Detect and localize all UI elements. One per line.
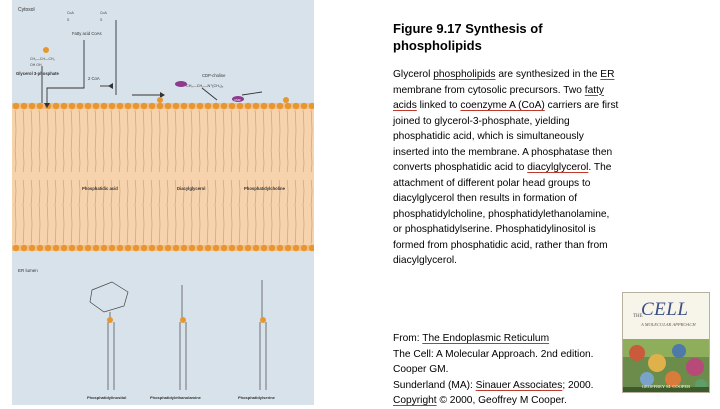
svg-text:CH₂—CH—CH₂: CH₂—CH—CH₂ <box>30 57 55 61</box>
svg-text:OH OH: OH OH <box>30 63 42 67</box>
lipid-head <box>229 245 235 251</box>
lipid-head <box>157 103 163 109</box>
lipid-head <box>189 245 195 251</box>
citation-line <box>393 362 623 378</box>
inline-link[interactable]: The Endoplasmic Reticulum <box>422 333 550 344</box>
lipid-head <box>29 245 35 251</box>
lipid-head <box>117 103 123 109</box>
lipid-head <box>165 103 171 109</box>
book-cover-image <box>622 292 710 393</box>
er-lumen-label: ER lumen <box>18 268 38 273</box>
lipid-head <box>53 245 59 251</box>
lipid-head <box>29 103 35 109</box>
lipid-head <box>173 103 179 109</box>
inline-link[interactable]: Copyright <box>393 395 437 406</box>
lipid-head <box>141 245 147 251</box>
lipid-head <box>53 103 59 109</box>
text-run: The Cell: A Molecular Approach. 2nd edition. <box>393 348 594 360</box>
text-run: membrane from cytosolic precursors. Two <box>393 84 585 96</box>
inline-link[interactable]: Sinauer Associates <box>475 379 563 391</box>
lipid-head <box>205 103 211 109</box>
lipid-head <box>197 245 203 251</box>
inline-link[interactable]: coenzyme A (CoA) <box>460 100 545 111</box>
lipid-head <box>69 245 75 251</box>
lipid-head <box>277 103 283 109</box>
cytosol-label: Cytosol <box>18 7 35 13</box>
text-run: . The attachment of different polar head groups to diacylglycerol then results in formation of phosphatidylcholine, phosphatidylethanolamine, or phosphatidylserine. Phosphatidylinositol is formed from phosphatidic acid, rather than from diacylglycerol. <box>393 162 612 266</box>
lipid-head <box>37 103 43 109</box>
lipid-head <box>13 103 19 109</box>
lipid-head <box>285 245 291 251</box>
citation-line <box>393 378 623 394</box>
lipid-head <box>21 103 27 109</box>
svg-text:S: S <box>67 18 70 22</box>
lipid-head <box>237 245 243 251</box>
lipid-head <box>213 245 219 251</box>
lipid-head <box>277 245 283 251</box>
lipid-head <box>269 103 275 109</box>
choline-formula: CH₂—CH₂—N⁺(CH₃)₃ <box>186 84 224 88</box>
citation-block <box>393 331 623 409</box>
lipid-head <box>21 245 27 251</box>
lipid-head <box>261 245 267 251</box>
inline-link[interactable]: phospholipids <box>433 69 496 80</box>
lipid-head <box>245 103 251 109</box>
lipid-head <box>149 103 155 109</box>
book-title: CELL <box>641 299 689 320</box>
lumen-product-label: Phosphatidylinositol <box>87 395 127 400</box>
lipid-head <box>109 103 115 109</box>
text-run: Glycerol <box>393 69 434 80</box>
product-label: Phosphatidic acid <box>82 186 118 191</box>
lipid-head <box>213 103 219 109</box>
book-author: GEOFFREY M. COOPER <box>641 384 691 389</box>
lipid-head <box>301 245 307 251</box>
lipid-head <box>61 245 67 251</box>
lipid-head <box>301 103 307 109</box>
description-panel <box>393 20 621 269</box>
lipid-head <box>85 245 91 251</box>
lipid-head <box>125 245 131 251</box>
lipid-head <box>165 245 171 251</box>
lipid-head <box>285 103 291 109</box>
g3p-label: Glycerol 3-phosphate <box>16 71 59 76</box>
text-run: linked to <box>416 100 461 111</box>
lipid-head <box>117 245 123 251</box>
lipid-head <box>237 103 243 109</box>
lipid-head <box>61 103 67 109</box>
lipid-head <box>229 103 235 109</box>
cdp-badge <box>175 81 187 87</box>
lipid-head <box>293 245 299 251</box>
lumen-product-label: Phosphatidylserine <box>238 395 275 400</box>
lipid-head <box>125 103 131 109</box>
text-run: © 2000, Geoffrey M Cooper. <box>436 395 567 406</box>
text-run: ; 2000. <box>562 379 594 391</box>
lipid-head <box>101 245 107 251</box>
lipid-head <box>253 245 259 251</box>
lipid-head <box>189 103 195 109</box>
lipid-head <box>69 103 75 109</box>
lumen-product-label: Phosphatidylethanolamine <box>150 395 201 400</box>
lipid-head <box>293 103 299 109</box>
book-the: THE <box>633 314 643 319</box>
lipid-head <box>181 245 187 251</box>
text-run: From: <box>393 333 423 344</box>
book-subtitle: A MOLECULAR APPROACH <box>641 322 696 327</box>
coa-label: 2 CoA <box>88 76 100 81</box>
lipid-head <box>13 245 19 251</box>
citation-line <box>393 347 623 363</box>
figure-description <box>393 67 621 269</box>
lipid-head <box>221 245 227 251</box>
inline-link[interactable]: diacylglycerol <box>527 162 589 173</box>
lipid-head <box>77 245 83 251</box>
text-run: Sunderland (MA): <box>393 379 476 391</box>
lipid-head <box>261 103 267 109</box>
lipid-head <box>149 245 155 251</box>
lipid-head <box>157 245 163 251</box>
product-label: Phosphatidylcholine <box>244 186 285 191</box>
lipid-head <box>109 245 115 251</box>
text-run: carriers are first joined to glycerol-3-phosphate, yielding phosphatidic acid, which is simultaneously inserted into the membrane. A phosphatase then converts phosphatidic acid to <box>393 100 619 173</box>
inline-link[interactable]: fatty acids <box>393 84 605 111</box>
lipid-head <box>77 103 83 109</box>
lipid-head <box>181 103 187 109</box>
lipid-head <box>133 245 139 251</box>
cmp-text: CMP <box>234 98 241 102</box>
fatty-acids-label: Fatty acid CoAs <box>72 31 102 36</box>
lipid-head <box>37 245 43 251</box>
svg-text:CoA: CoA <box>67 11 74 15</box>
svg-text:S: S <box>100 18 103 22</box>
lipid-head <box>253 103 259 109</box>
citation-line <box>393 331 623 347</box>
lipid-head <box>197 103 203 109</box>
phospholipid-synthesis-figure <box>12 0 314 405</box>
lipid-head <box>269 245 275 251</box>
lipid-head <box>221 103 227 109</box>
product-label: Diacylglycerol <box>177 186 206 191</box>
citation-line <box>393 393 623 409</box>
inline-link[interactable]: ER <box>600 69 615 80</box>
lipid-head <box>245 245 251 251</box>
lipid-head <box>205 245 211 251</box>
text-run: are synthesized in the <box>495 69 601 80</box>
lipid-head <box>173 245 179 251</box>
lipid-head <box>93 245 99 251</box>
lipid-head <box>93 103 99 109</box>
svg-text:CoA: CoA <box>100 11 107 15</box>
figure-title: Figure 9.17 Synthesis of phospholipids <box>393 21 543 53</box>
lipid-head <box>133 103 139 109</box>
cdp-choline-label: CDP-choline <box>202 73 226 78</box>
text-run: Cooper GM. <box>393 364 449 375</box>
lipid-head <box>141 103 147 109</box>
lipid-head <box>45 245 51 251</box>
lipid-head <box>85 103 91 109</box>
lipid-head <box>101 103 107 109</box>
